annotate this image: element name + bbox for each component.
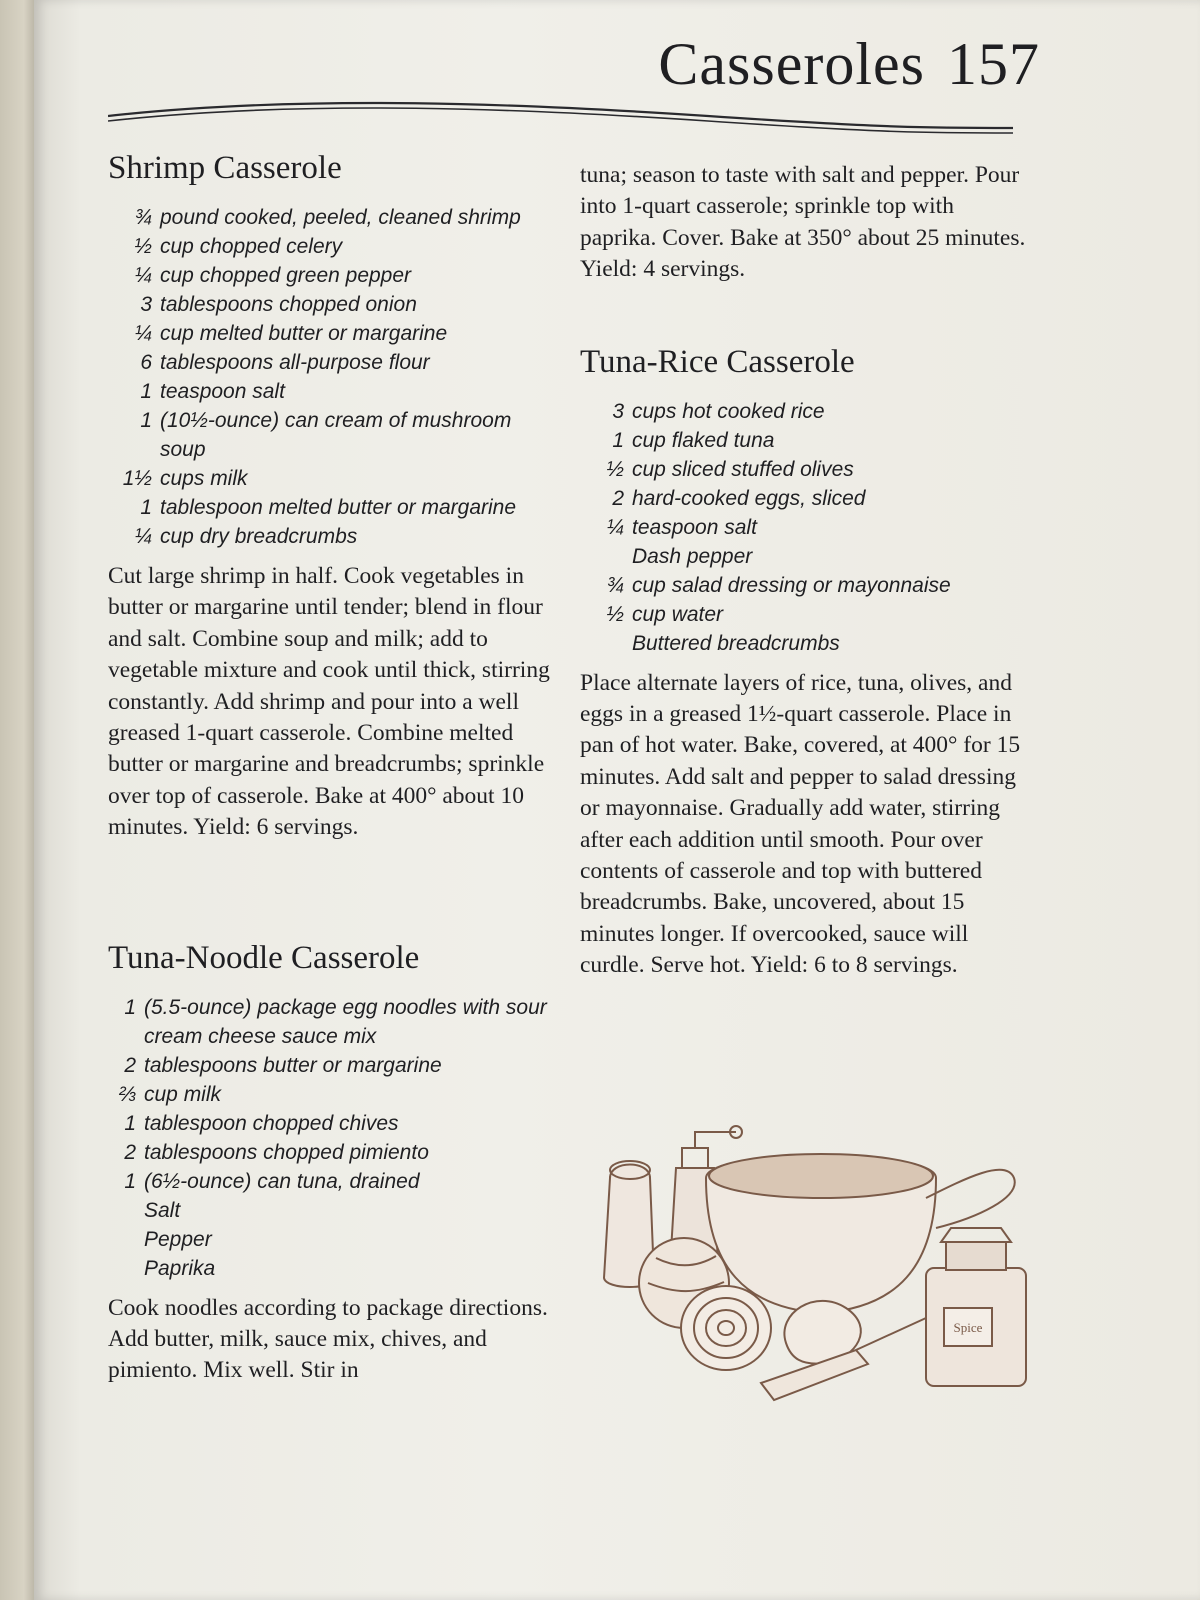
ingredient-text: Paprika (144, 1256, 216, 1280)
ingredient-text: cup chopped celery (160, 235, 343, 258)
ingredient-item (580, 455, 1030, 484)
ingredient-quantity: ⅔ (118, 1082, 136, 1106)
recipe-directions-continued: tuna; season to taste with salt and pepper. Pour into 1-quart casserole; sprinkle top with paprika. Cover. Bake at 350° about 25 minutes. Yield: 4 servings. (580, 162, 1026, 283)
ingredient-text: cup melted butter or margarine (160, 322, 448, 345)
ingredient-list (580, 397, 1030, 658)
ingredient-item (108, 1254, 558, 1283)
ingredient-item (108, 377, 558, 406)
ingredient-quantity: 1 (140, 380, 152, 403)
ingredient-quantity: 1 (124, 995, 136, 1019)
recipe-directions: Place alternate layers of rice, tuna, olives, and eggs in a greased 1½-quart casserole. Place in pan of hot water. Bake, covered, at 400° for 15 minutes. Add salt and pepper to salad dressing or mayonnaise. Gradually add water, stirring after each addition until smooth. Pour over contents of casserole and top with buttered breadcrumbs. Bake, uncovered, about 15 minutes longer. If overcooked, sauce will curdle. Serve hot. Yield: 6 to 8 servings. (580, 669, 1021, 979)
ingredient-quantity: 2 (124, 1053, 136, 1077)
ingredient-text: tablespoons all-purpose flour (160, 351, 430, 374)
ingredient-item (108, 1167, 558, 1196)
ingredient-quantity: 3 (612, 399, 624, 423)
ingredient-text: cup salad dressing or mayonnaise (632, 573, 951, 597)
ingredient-item (580, 513, 1030, 542)
ingredient-text: tablespoons chopped pimiento (144, 1140, 429, 1164)
ingredient-item (108, 464, 558, 493)
ingredient-quantity (580, 629, 632, 658)
ingredient-quantity: ¼ (606, 515, 624, 539)
ingredient-item (108, 1225, 558, 1254)
ingredient-quantity: ¾ (606, 573, 624, 597)
ingredient-quantity: 1 (124, 1169, 136, 1193)
ingredient-item (108, 1051, 558, 1080)
recipe-title: Shrimp Casserole (108, 150, 342, 186)
recipe-title: Tuna-Rice Casserole (580, 343, 855, 380)
ingredient-item (108, 319, 558, 348)
ingredient-item (580, 571, 1030, 600)
recipe-tuna-rice-casserole (580, 344, 1030, 982)
ingredient-text: Buttered breadcrumbs (632, 631, 840, 655)
ingredient-item (580, 542, 1030, 571)
ingredient-quantity: 1 (124, 1111, 136, 1135)
ingredient-quantity (580, 542, 632, 571)
ingredient-text: cup chopped green pepper (160, 264, 412, 287)
ingredient-quantity: ½ (606, 602, 624, 626)
ingredient-item (108, 1109, 558, 1138)
ingredient-text: teaspoon salt (632, 515, 757, 539)
ingredient-quantity: 6 (140, 351, 152, 374)
spice-label: Spice (953, 1320, 983, 1335)
ingredient-item (108, 261, 558, 290)
recipe-directions: Cut large shrimp in half. Cook vegetables in butter or margarine until tender; blend in flour and salt. Combine soup and milk; add to vegetable mixture and cook until thick, stirring constantly. Add shrimp and pour into a well greased 1-quart casserole. Combine melted butter or margarine and breadcrumbs; sprinkle over top of casserole. Bake at 400° about 10 minutes. Yield: 6 servings. (108, 563, 550, 841)
ingredient-quantity: 1 (140, 409, 152, 432)
ingredient-item (108, 1196, 558, 1225)
ingredient-text: tablespoon chopped chives (144, 1111, 399, 1135)
ingredient-text: Pepper (144, 1227, 212, 1251)
ingredient-text: Dash pepper (632, 544, 753, 568)
ingredient-quantity: 1 (140, 496, 152, 519)
page-header (658, 30, 1040, 99)
ingredient-item (108, 203, 558, 232)
ingredient-item (108, 348, 558, 377)
ingredient-quantity: 2 (612, 486, 624, 510)
ingredient-item (108, 522, 558, 551)
ingredient-quantity: 1½ (122, 467, 152, 490)
ingredient-quantity: ¼ (134, 264, 152, 287)
ingredient-list (108, 203, 558, 551)
ingredient-text: tablespoon melted butter or margarine (160, 496, 517, 519)
ingredient-item (108, 1080, 558, 1109)
right-column (580, 160, 1030, 982)
ingredient-quantity: ¼ (134, 525, 152, 548)
ingredient-text: tablespoons chopped onion (160, 293, 417, 316)
ingredient-text: cups milk (160, 467, 248, 490)
recipe-shrimp-casserole (108, 150, 558, 844)
ingredient-text: teaspoon salt (160, 380, 285, 403)
page-number: 157 (947, 31, 1040, 97)
book-gutter (0, 0, 34, 1600)
recipe-tuna-noodle-casserole (108, 940, 558, 1387)
kitchen-illustration (596, 1118, 1046, 1418)
ingredient-text: cups hot cooked rice (632, 399, 825, 423)
ingredient-text: pound cooked, peeled, cleaned shrimp (160, 206, 521, 229)
ingredient-quantity: ½ (134, 235, 152, 258)
ingredient-item (108, 406, 558, 464)
ingredient-item (580, 484, 1030, 513)
ingredient-text: (5.5-ounce) package egg noodles with sour cream cheese sauce mix (144, 995, 547, 1048)
ingredient-quantity: ½ (606, 457, 624, 481)
ingredient-item (580, 397, 1030, 426)
chapter-title: Casseroles (658, 31, 925, 97)
ingredient-text: cup milk (144, 1082, 222, 1106)
ingredient-text: cup flaked tuna (632, 428, 775, 452)
ingredient-item (108, 232, 558, 261)
ingredient-quantity (108, 1196, 144, 1225)
ingredient-text: (6½-ounce) can tuna, drained (144, 1169, 420, 1193)
ingredient-quantity: 3 (140, 293, 152, 316)
ingredient-quantity (108, 1225, 144, 1254)
ingredient-item (580, 629, 1030, 658)
ingredient-list (108, 993, 558, 1283)
ingredient-item (108, 1138, 558, 1167)
ingredient-quantity: 2 (124, 1140, 136, 1164)
ingredient-text: cup dry breadcrumbs (160, 525, 358, 548)
ingredient-text: cup sliced stuffed olives (632, 457, 854, 481)
ingredient-text: Salt (144, 1198, 181, 1222)
ingredient-quantity: ¼ (134, 322, 152, 345)
ingredient-text: tablespoons butter or margarine (144, 1053, 442, 1077)
ingredient-item (108, 993, 558, 1051)
recipe-directions: Cook noodles according to package directions. Add butter, milk, sauce mix, chives, and pimiento. Mix well. Stir in (108, 1294, 548, 1384)
ingredient-item (108, 290, 558, 319)
ingredient-item (108, 493, 558, 522)
ingredient-item (580, 600, 1030, 629)
header-rule (108, 98, 1018, 138)
ingredient-item (580, 426, 1030, 455)
ingredient-quantity (108, 1254, 144, 1283)
left-column (108, 150, 558, 1387)
ingredient-text: hard-cooked eggs, sliced (632, 486, 866, 510)
ingredient-text: (10½-ounce) can cream of mushroom soup (160, 409, 512, 461)
ingredient-quantity: ¾ (134, 206, 152, 229)
ingredient-quantity: 1 (612, 428, 624, 452)
recipe-title: Tuna-Noodle Casserole (108, 939, 420, 976)
ingredient-text: cup water (632, 602, 724, 626)
